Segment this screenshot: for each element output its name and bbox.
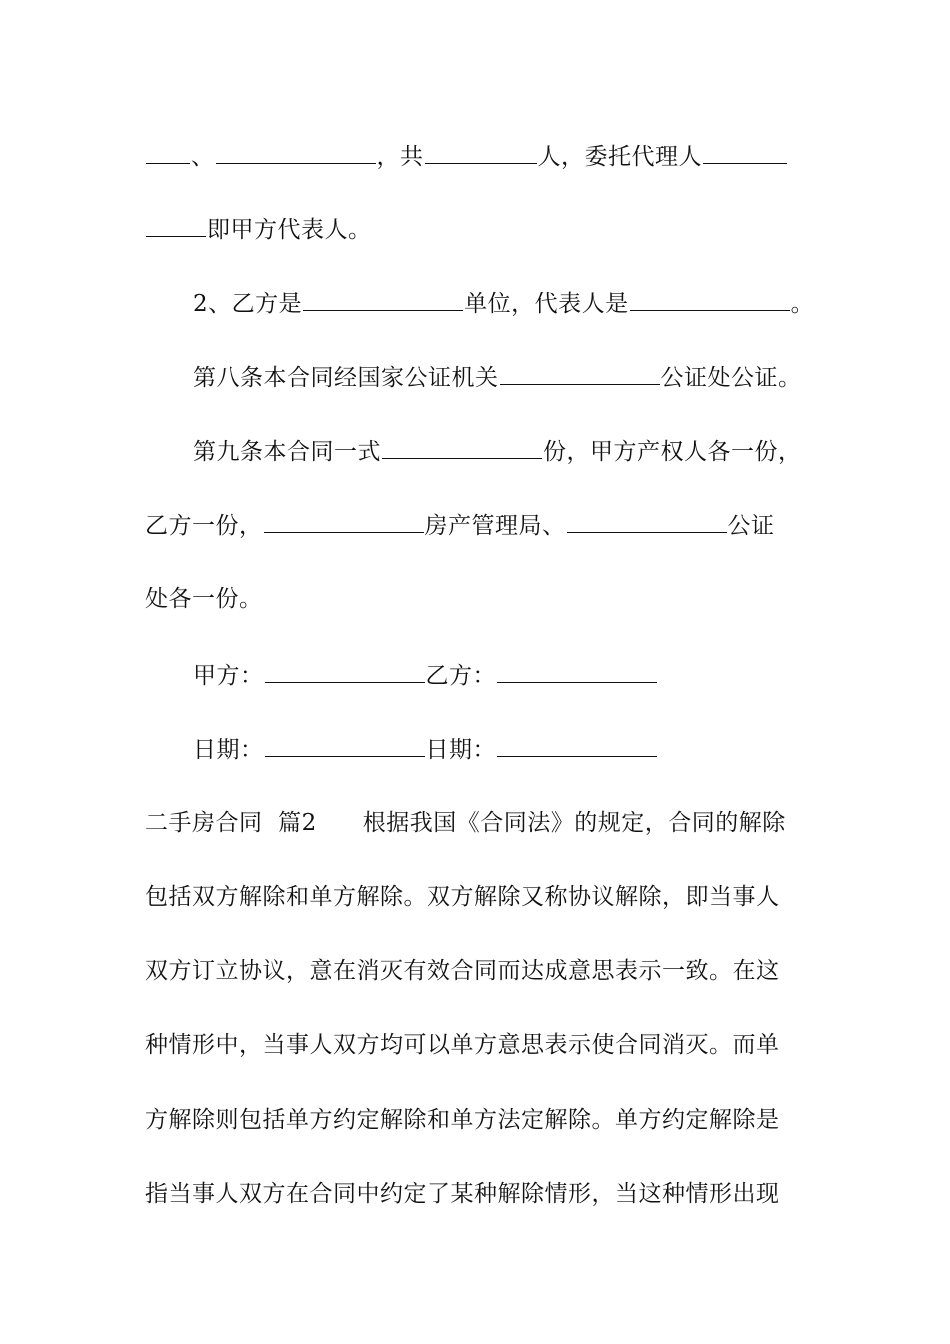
date-label-a: 日期： xyxy=(193,737,264,763)
party-b-signature-blank[interactable] xyxy=(497,660,657,683)
fill-blank[interactable] xyxy=(567,510,727,533)
paragraph-text: 种情形中，当事人双方均可以单方意思表示使合同消灭。而单 xyxy=(145,1032,780,1058)
section-2-heading: 二手房合同 篇2 xyxy=(145,810,317,836)
notary-short-text: 公证 xyxy=(727,513,775,539)
date-label-b: 日期： xyxy=(425,737,496,763)
paragraph-line-5 xyxy=(145,1105,815,1135)
section-2-first-line xyxy=(145,808,815,838)
separator-text: 、 xyxy=(191,144,215,170)
paragraph-line-3 xyxy=(145,956,815,986)
signature-line xyxy=(193,660,863,691)
housing-bureau-text: 房产管理局、 xyxy=(424,513,566,539)
contract-line-2 xyxy=(145,214,815,245)
paragraph-text: 双方订立协议，意在消灭有效合同而达成意思表示一致。在这 xyxy=(145,958,780,984)
article-8-text: 第八条本合同经国家公证机关 xyxy=(193,365,499,391)
fill-blank[interactable] xyxy=(630,288,790,311)
date-line xyxy=(193,734,863,765)
unit-text: 单位，代表人是 xyxy=(464,291,629,317)
copies-text: 份，甲方产权人各一份， xyxy=(543,439,802,465)
each-copy-text: 处各一份。 xyxy=(145,586,263,612)
text-agent: 人，委托代理人 xyxy=(537,144,702,170)
paragraph-text: 包括双方解除和单方解除。双方解除又称协议解除，即当事人 xyxy=(145,884,780,910)
paragraph-line-6 xyxy=(145,1179,815,1209)
fill-blank[interactable] xyxy=(146,141,190,164)
fill-blank[interactable] xyxy=(382,436,542,459)
fill-blank[interactable] xyxy=(264,510,424,533)
fill-blank[interactable] xyxy=(303,288,463,311)
text-representative: 即甲方代表人。 xyxy=(207,217,372,243)
party-a-signature-blank[interactable] xyxy=(265,660,425,683)
paragraph-text: 方解除则包括单方约定解除和单方法定解除。单方约定解除是 xyxy=(145,1107,780,1133)
fill-blank[interactable] xyxy=(216,141,376,164)
notary-text: 公证处公证。 xyxy=(660,365,802,391)
contract-line-7 xyxy=(145,584,815,614)
fill-blank[interactable] xyxy=(703,141,787,164)
party-b-copy-text: 乙方一份， xyxy=(145,513,263,539)
contract-line-4 xyxy=(193,362,863,393)
article-9-text: 第九条本合同一式 xyxy=(193,439,381,465)
fill-blank[interactable] xyxy=(500,362,660,385)
paragraph-line: 根据我国《合同法》的规定，合同的解除 xyxy=(362,810,786,836)
party-b-text: 2、乙方是 xyxy=(193,291,303,317)
party-b-label: 乙方： xyxy=(425,663,496,689)
fill-blank[interactable] xyxy=(425,141,537,164)
contract-line-5 xyxy=(193,436,863,467)
paragraph-text: 指当事人双方在合同中约定了某种解除情形，当这种情形出现 xyxy=(145,1181,780,1207)
fill-blank[interactable] xyxy=(146,214,206,237)
contract-line-3 xyxy=(193,288,863,319)
paragraph-line-2 xyxy=(145,882,815,912)
contract-line-1 xyxy=(145,141,815,172)
date-a-blank[interactable] xyxy=(265,734,425,757)
paragraph-line-4 xyxy=(145,1030,815,1060)
text-gong: ，共 xyxy=(376,144,424,170)
party-a-label: 甲方： xyxy=(193,663,264,689)
contract-line-6 xyxy=(145,510,815,541)
date-b-blank[interactable] xyxy=(497,734,657,757)
period-text: 。 xyxy=(790,291,815,317)
